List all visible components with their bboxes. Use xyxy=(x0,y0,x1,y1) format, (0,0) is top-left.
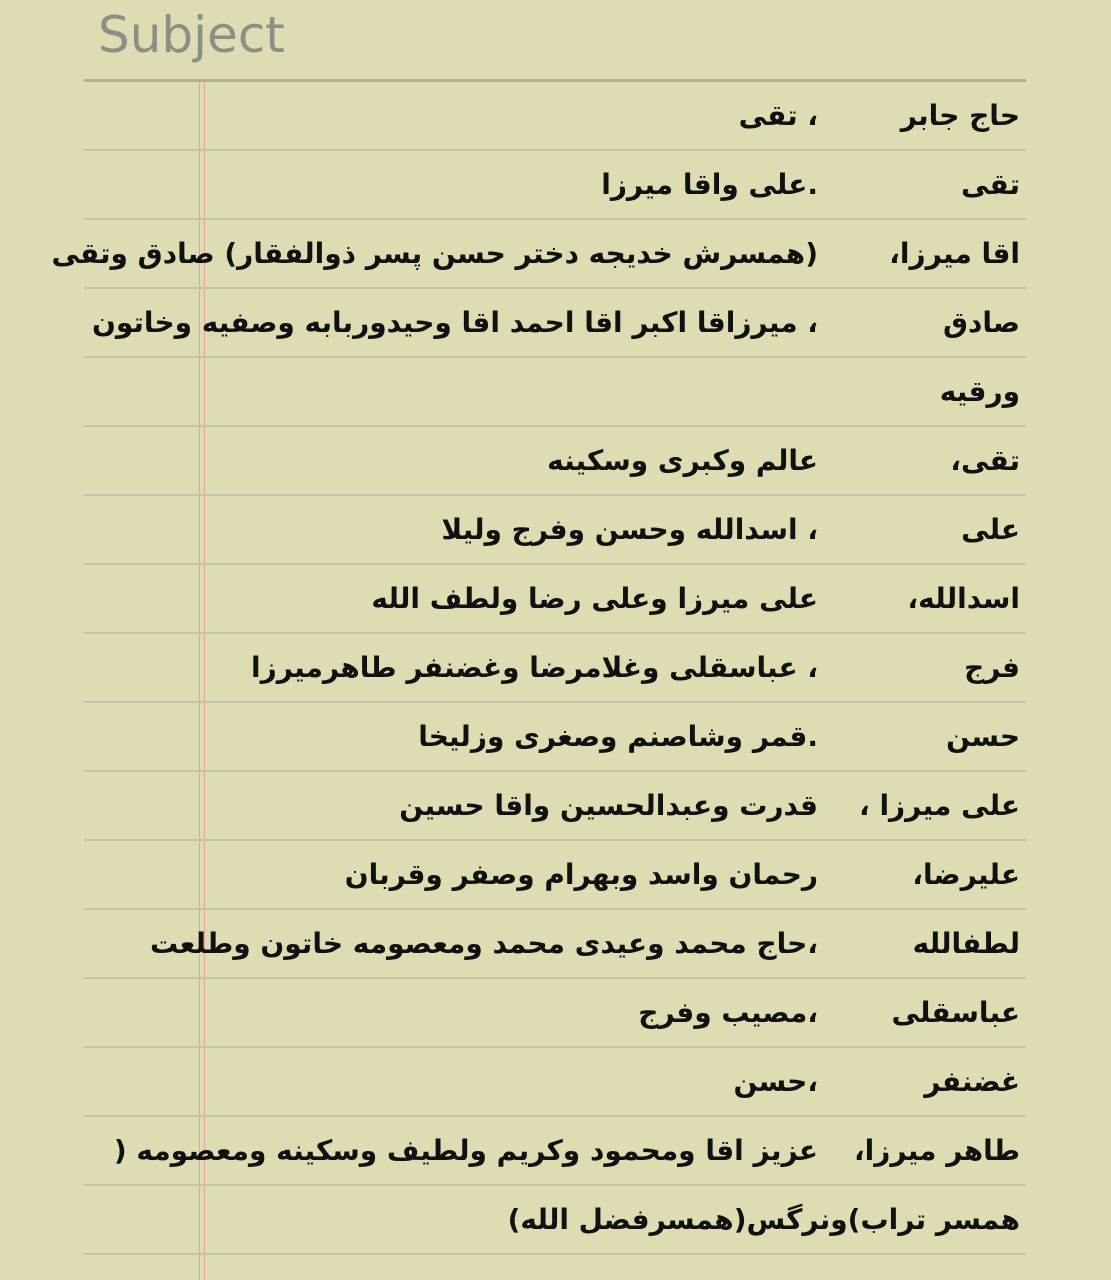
list-item xyxy=(84,634,1026,703)
children-list: .علی واقا میرزا xyxy=(601,168,818,201)
person-name: تقی xyxy=(961,168,1020,201)
person-name: اسدالله، xyxy=(907,582,1020,615)
children-list: رحمان واسد وبهرام وصفر وقربان xyxy=(344,858,818,891)
person-name: لطفالله xyxy=(912,927,1020,960)
children-list: ،مصیب وفرج xyxy=(638,996,818,1029)
list-item xyxy=(84,1048,1026,1117)
person-name: عباسقلی xyxy=(891,996,1020,1029)
list-item xyxy=(84,841,1026,910)
person-name: علی xyxy=(961,513,1020,546)
children-list: عزیز اقا ومحمود وکریم ولطیف وسکینه ومعصومه ( xyxy=(113,1134,818,1167)
list-item xyxy=(84,1186,1026,1255)
person-name: همسر تراب)ونرگس(همسرفضل الله) xyxy=(507,1203,1020,1236)
list-item xyxy=(84,910,1026,979)
person-name: غضنفر xyxy=(924,1065,1020,1098)
children-list: ، تقی xyxy=(738,99,818,132)
list-item xyxy=(84,289,1026,358)
list-item xyxy=(84,358,1026,427)
list-item xyxy=(84,1117,1026,1186)
children-list: ، میرزاقا اکبر اقا احمد اقا وحیدوربابه وصفیه وخاتون xyxy=(91,306,818,339)
person-name: تقی، xyxy=(950,444,1020,477)
person-name: فرج xyxy=(964,651,1020,684)
list-item xyxy=(84,427,1026,496)
person-name: طاهر میرزا، xyxy=(853,1134,1020,1167)
person-name: علیرضا، xyxy=(912,858,1020,891)
person-name: صادق xyxy=(943,306,1020,339)
children-list: عالم وکبری وسکینه xyxy=(547,444,818,477)
person-name: علی میرزا ، xyxy=(859,789,1020,822)
page-title: Subject xyxy=(98,6,285,64)
list-item xyxy=(51,220,1026,289)
children-list: علی میرزا وعلی رضا ولطف الله xyxy=(371,582,818,615)
children-list: قدرت وعبدالحسین واقا حسین xyxy=(399,789,818,822)
children-list: ،حسن xyxy=(733,1065,818,1098)
children-list: ،حاج محمد وعیدی محمد ومعصومه خاتون وطلعت xyxy=(149,927,818,960)
list-item xyxy=(84,496,1026,565)
children-list: (همسرش خدیجه دختر حسن پسر ذوالفقار) صادق وتقی xyxy=(51,237,818,270)
person-name: حاج جابر xyxy=(900,99,1020,132)
person-name: حسن xyxy=(946,720,1020,753)
list-item xyxy=(84,703,1026,772)
list-item xyxy=(84,82,1026,151)
person-name: ورقیه xyxy=(939,375,1020,408)
children-list: .قمر وشاصنم وصغری وزلیخا xyxy=(418,720,818,753)
list-item xyxy=(84,151,1026,220)
list-item xyxy=(84,565,1026,634)
person-name: اقا میرزا، xyxy=(889,237,1020,270)
children-list: ، اسدالله وحسن وفرج ولیلا xyxy=(441,513,818,546)
list-item xyxy=(84,772,1026,841)
list-item xyxy=(84,979,1026,1048)
children-list: ، عباسقلی وغلامرضا وغضنفر طاهرمیرزا xyxy=(251,651,818,684)
